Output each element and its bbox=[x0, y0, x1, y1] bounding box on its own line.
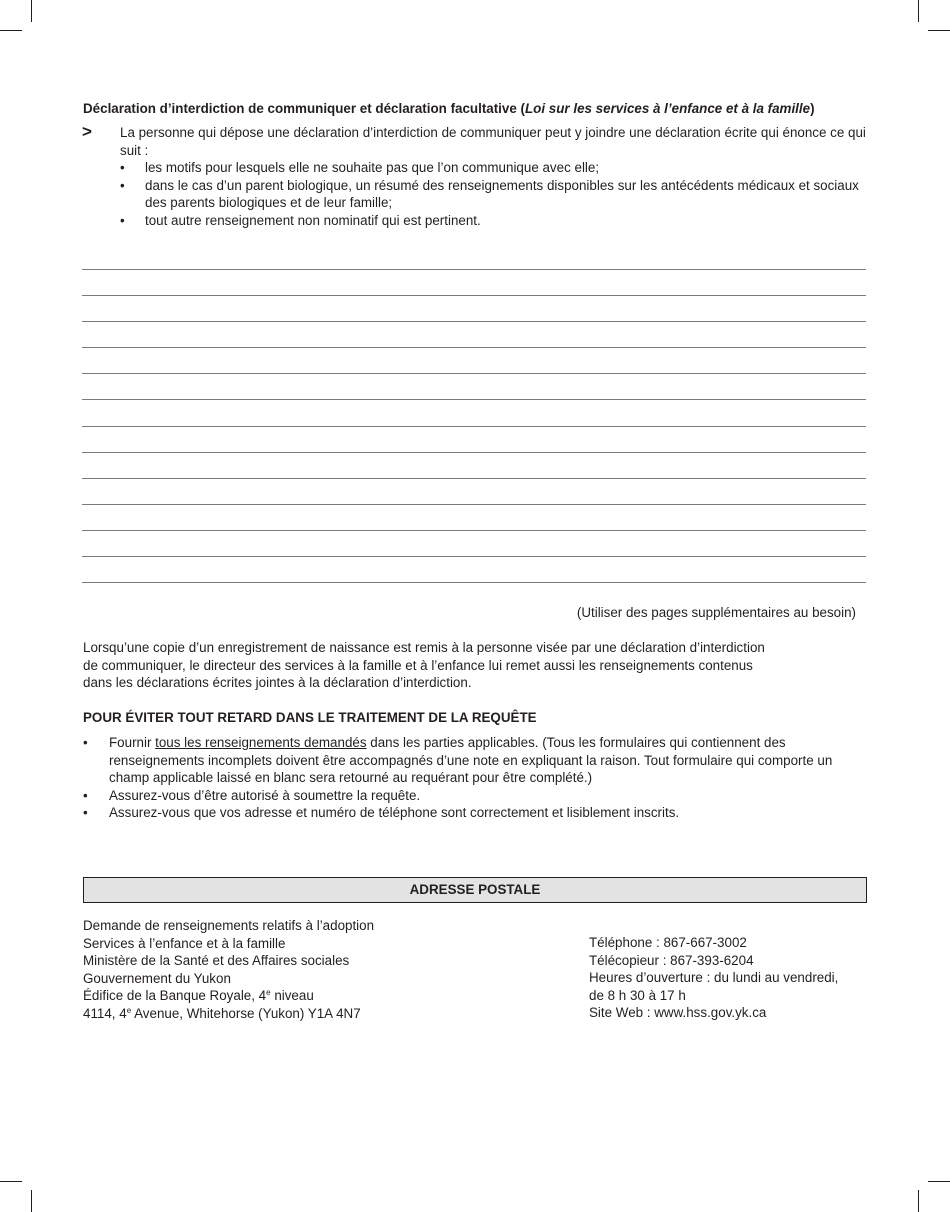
phone-number: Téléphone : 867-667-3002 bbox=[589, 935, 747, 950]
writing-line[interactable] bbox=[82, 504, 866, 505]
fax-number: Télécopieur : 867-393-6204 bbox=[589, 952, 754, 968]
avoid-delay-heading: POUR ÉVITER TOUT RETARD DANS LE TRAITEMENT DE LA REQUÊTE bbox=[83, 710, 537, 725]
postal-address-header: ADRESSE POSTALE bbox=[83, 877, 867, 903]
writing-line[interactable] bbox=[82, 295, 866, 296]
underlined-emphasis: tous les renseignements demandés bbox=[155, 735, 367, 750]
writing-line[interactable] bbox=[82, 478, 866, 479]
writing-line[interactable] bbox=[82, 347, 866, 348]
list-item: • Fournir tous les renseignements demandés dans les parties applicables. (Tous les formulaires qui contiennent des renseignements incomplets doivent être accompagnés d’une note en expliquant la raison. Tout formulaire qui comporte un champ applicable laissé en blanc sera retourné au requérant pour être complété.) bbox=[83, 735, 833, 786]
writing-line[interactable] bbox=[82, 373, 866, 374]
bullet-icon: • bbox=[120, 177, 125, 193]
extra-pages-note: (Utiliser des pages supplémentaires au besoin) bbox=[576, 605, 856, 620]
address-line: 4114, 4e Avenue, Whitehorse (Yukon) Y1A 4N7 bbox=[83, 1005, 361, 1021]
crop-mark bbox=[31, 1190, 32, 1212]
address-line: Ministère de la Santé et des Affaires sociales bbox=[83, 953, 350, 969]
birth-record-paragraph: Lorsqu’une copie d’un enregistrement de naissance est remis à la personne visée par une déclaration d’interdiction de communiquer, le directeur des services à la famille et à l’enfance lui remet aussi les renseignements contenus dans les déclarations écrites jointes à la déclaration d’interdiction. bbox=[83, 640, 765, 691]
postal-address-block bbox=[83, 917, 563, 1023]
declaration-bullet-list bbox=[120, 159, 880, 229]
crop-mark bbox=[928, 30, 950, 31]
writing-line[interactable] bbox=[82, 321, 866, 322]
writing-line[interactable] bbox=[82, 530, 866, 531]
address-line: Gouvernement du Yukon bbox=[83, 970, 231, 986]
address-line: Demande de renseignements relatifs à l’adoption bbox=[83, 918, 375, 933]
crop-mark bbox=[31, 0, 32, 22]
crop-mark bbox=[918, 0, 919, 22]
bullet-icon: • bbox=[120, 212, 125, 228]
writing-line[interactable] bbox=[82, 399, 866, 400]
list-item: • Assurez-vous que vos adresse et numéro de téléphone sont correctement et lisiblement inscrits. bbox=[83, 805, 680, 821]
crop-mark bbox=[918, 1190, 919, 1212]
crop-mark bbox=[928, 1181, 950, 1182]
list-item: • dans le cas d’un parent biologique, un résumé des renseignements disponibles sur les antécédents médicaux et sociaux des parents biologiques et de leur famille; bbox=[120, 177, 859, 211]
writing-line[interactable] bbox=[82, 452, 866, 453]
writing-line[interactable] bbox=[82, 426, 866, 427]
bullet-icon: • bbox=[120, 160, 125, 176]
declaration-instructions bbox=[120, 124, 880, 230]
bullet-icon: • bbox=[83, 735, 88, 750]
declaration-title: Déclaration d’interdiction de communiquer et déclaration facultative (Loi sur les services à l’enfance et à la famille) bbox=[83, 101, 815, 116]
arrow-marker-icon: > bbox=[82, 122, 92, 141]
website: Site Web : www.hss.gov.yk.ca bbox=[589, 1005, 767, 1021]
contact-info-block bbox=[589, 934, 909, 1022]
intro-text: La personne qui dépose une déclaration d’interdiction de communiquer peut y joindre une déclaration écrite qui énonce ce qui suit : bbox=[120, 125, 866, 158]
writing-line[interactable] bbox=[82, 556, 866, 557]
address-line: Édifice de la Banque Royale, 4e niveau bbox=[83, 988, 314, 1004]
list-item: • Assurez-vous d’être autorisé à soumettre la requête. bbox=[83, 787, 421, 803]
avoid-delay-list bbox=[83, 734, 863, 822]
writing-line[interactable] bbox=[82, 269, 866, 270]
law-name: Loi sur les services à l’enfance et à la famille bbox=[524, 101, 811, 116]
crop-mark bbox=[0, 1181, 22, 1182]
writing-line[interactable] bbox=[82, 582, 866, 583]
list-item: • les motifs pour lesquels elle ne souhaite pas que l’on communique avec elle; bbox=[120, 160, 600, 176]
list-item: • tout autre renseignement non nominatif qui est pertinent. bbox=[120, 212, 481, 228]
office-hours: de 8 h 30 à 17 h bbox=[589, 987, 686, 1003]
crop-mark bbox=[0, 30, 22, 31]
bullet-icon: • bbox=[83, 805, 88, 821]
address-line: Services à l’enfance et à la famille bbox=[83, 935, 286, 951]
bullet-icon: • bbox=[83, 787, 88, 803]
office-hours: Heures d’ouverture : du lundi au vendredi, bbox=[589, 970, 839, 986]
declaration-writing-area[interactable] bbox=[82, 269, 866, 608]
